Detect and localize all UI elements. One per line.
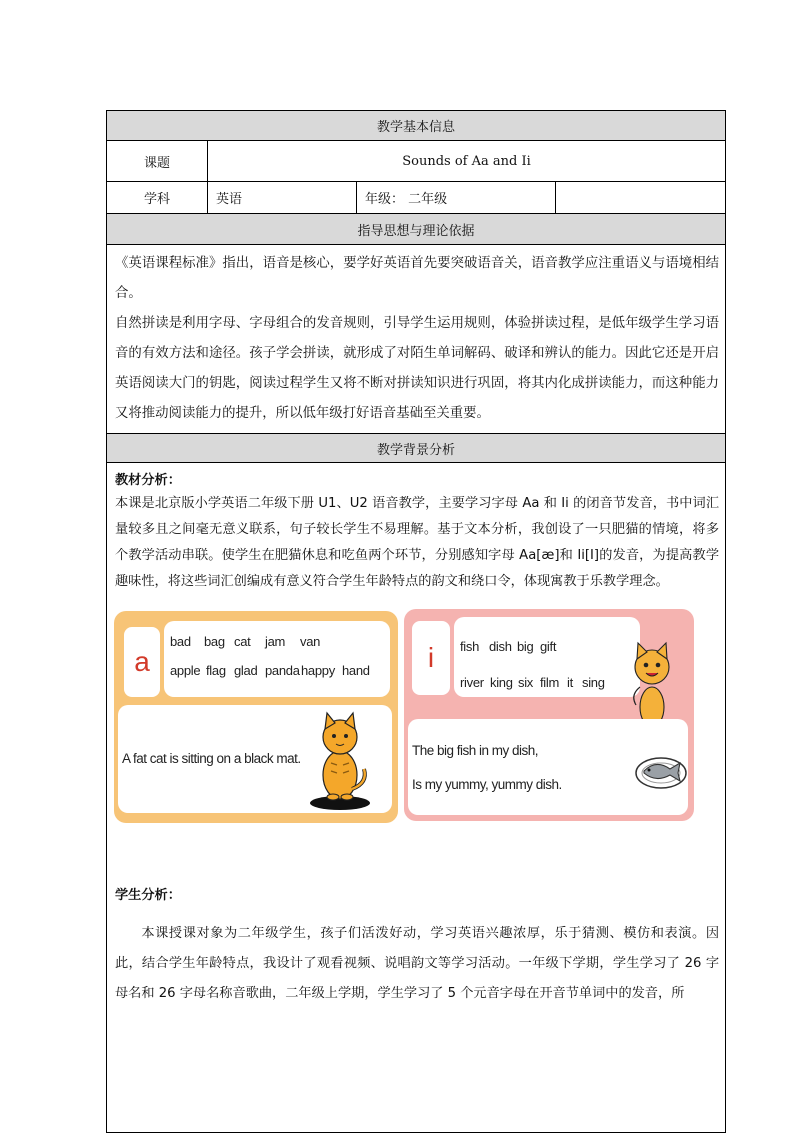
letter-a-sentence: A fat cat is sitting on a black mat. — [122, 751, 301, 766]
word: hand — [342, 663, 370, 678]
letter-i-box — [412, 621, 450, 695]
word: gift — [540, 639, 557, 654]
guiding-paragraph: 自然拼读是利用字母、字母组合的发音规则，引导学生运用规则，体验拼读过程，是低年级学生学习语音的有效方法和途径。孩子学会拼读，就形成了对陌生单词解码、破译和辨认的能力。因此它还是开启英语阅读大门的钥匙，阅读过程学生又将不断对拼读知识进行巩固，将其内化成拼读能力，而这种能力又将推动阅读能力的提升，所以低年级打好语音基础至关重要。 — [115, 316, 720, 421]
grade-value: 二年级 — [408, 192, 448, 207]
word: glad — [234, 663, 258, 678]
background-body — [107, 463, 726, 1133]
word: river — [460, 675, 484, 690]
letter-a-word-box — [164, 621, 390, 697]
lesson-plan-table — [106, 110, 726, 1133]
word: king — [490, 675, 513, 690]
letter-i: i — [427, 642, 435, 673]
letter-i-word-box — [454, 617, 640, 697]
word: big — [517, 639, 534, 654]
grade-cell — [357, 182, 556, 214]
letter-a: a — [134, 646, 150, 677]
lesson-plan-page — [106, 110, 725, 1133]
letter-a-panel — [114, 611, 398, 823]
grade-label: 年级： — [365, 192, 405, 207]
empty-cell — [556, 182, 726, 214]
word: flag — [206, 663, 226, 678]
letter-i-sentence-line1: The big fish in my dish, — [412, 743, 539, 758]
word: sing — [582, 675, 605, 690]
textbook-heading: 教材分析： — [115, 473, 181, 488]
word: fish — [460, 639, 480, 654]
fish-in-dish-icon — [634, 747, 688, 791]
word: film — [540, 675, 560, 690]
word: apple — [170, 663, 201, 678]
guiding-body — [107, 245, 726, 434]
word: six — [518, 675, 533, 690]
subject-label: 学科 — [107, 182, 208, 214]
letter-a-box — [124, 627, 160, 697]
word: dish — [489, 639, 512, 654]
subject-value: 英语 — [208, 182, 357, 214]
word: panda — [265, 663, 300, 678]
fat-cat-on-mat-icon — [304, 709, 374, 811]
word: happy — [301, 663, 335, 678]
guiding-header: 指导思想与理论依据 — [107, 214, 726, 245]
word: bag — [204, 634, 225, 649]
word: van — [300, 634, 321, 649]
word: cat — [234, 634, 251, 649]
topic-label: 课题 — [107, 141, 208, 182]
topic-value: Sounds of Aa and Ii — [208, 141, 726, 182]
background-header: 教学背景分析 — [107, 434, 726, 463]
student-heading: 学生分析： — [115, 888, 181, 903]
basic-info-header: 教学基本信息 — [107, 111, 726, 141]
word: it — [567, 675, 573, 690]
student-text: 本课授课对象为二年级学生，孩子们活泼好动，学习英语兴趣浓厚，乐于猜测、模仿和表演。因此，结合学生年龄特点，我设计了观看视频、说唱韵文等学习活动。一年级下学期，学生学习了 26 字母名和 26 字母名称音歌曲，二年级上学期，学生学习了 5 个元音字母在开音节单词中的发音，所 — [115, 926, 720, 1001]
guiding-paragraph: 《英语课程标准》指出，语音是核心，要学好英语首先要突破语音关，语音教学应注重语义与语境相结合。 — [115, 256, 720, 301]
letter-i-sentence-box — [408, 719, 688, 815]
letter-a-sentence-box — [118, 705, 392, 813]
textbook-text: 本课是北京版小学英语二年级下册 U1、U2 语音教学，主要学习字母 Aa 和 Ii 的闭音节发音，书中词汇量较多且之间毫无意义联系，句子较长学生不易理解。基于文本分析，我创设了一只肥猫的情境，将多个教学活动串联。使学生在肥猫休息和吃鱼两个环节，分别感知字母 Aa[æ]和 Ii[I]的发音，为提高教学趣味性，将这些词汇创编成有意义符合学生年龄特点的韵文和绕口令，体现寓教于乐教学理念。 — [115, 496, 720, 589]
letter-i-panel — [404, 609, 694, 821]
phonics-illustration — [114, 611, 719, 827]
word: jam — [265, 634, 286, 649]
letter-i-sentence-line2: Is my yummy, yummy dish. — [412, 777, 562, 792]
word: bad — [170, 634, 191, 649]
